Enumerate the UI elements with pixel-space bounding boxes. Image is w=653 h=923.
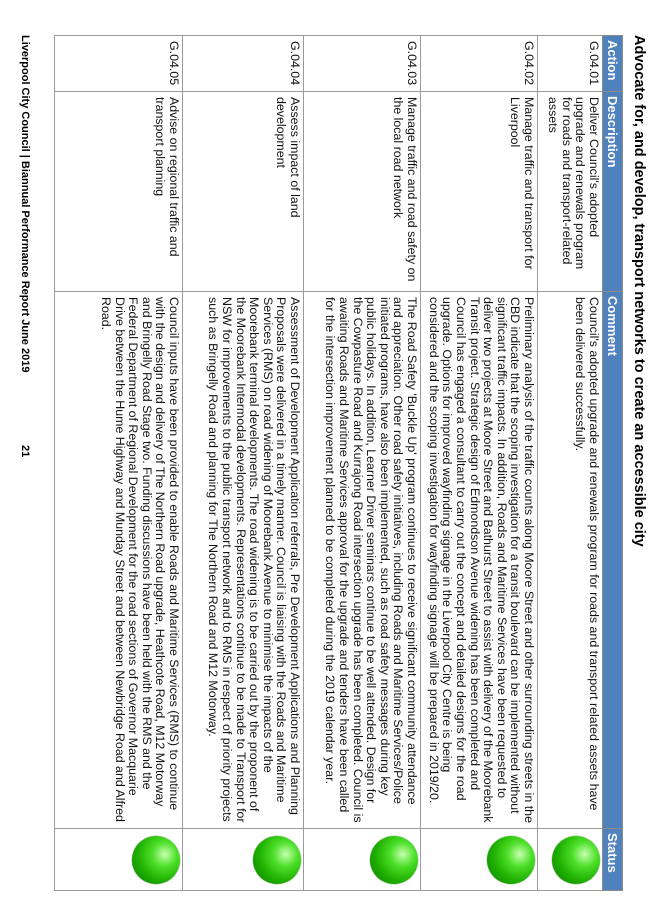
status-cell [183,829,304,891]
action-description: Assess impact of land development [183,92,304,292]
table-row [538,36,603,891]
header-comment: Comment [603,292,623,829]
footer-page-number: 21 [19,445,31,458]
action-description: Manage traffic and transport for Liverpool [421,92,538,292]
action-comment: The Road Safety 'Buckle Up' program continues to receive significant community attendance and appreciation. Other road safety initiatives, including Roads and Maritime Services/Police initiated programs, have also been implemented, such as road safety messages during key public holidays. In addition, Learner Driver seminars continue to be well attended. Design for the Cowpasture Road and Kurrajong Road intersection upgrade has been completed. Council is awaiting Roads and Maritime Services approval for the upgrade and tenders have been called for the intersection improvement planned to be completed during the 2019 calendar year. [304,292,421,829]
green-status-icon [487,836,535,884]
header-description: Description [603,92,623,292]
table-row [183,36,304,891]
green-status-icon [552,836,600,884]
status-cell [304,829,421,891]
action-description: Manage traffic and road safety on the local road network [304,92,421,292]
action-description: Advise on regional traffic and transport planning [55,92,183,292]
action-comment: Council's adopted upgrade and renewals program for roads and transport related assets have been delivered successfully. [538,292,603,829]
actions-table [54,35,623,891]
section-title: Advocate for, and develop, transport networks to create an accessible city [631,35,647,547]
action-code: G.04.04 [183,36,304,92]
action-comment: Council inputs have been provided to enable Roads and Maritime Services (RMS) to continue with the design and delivery of The Northern Road upgrade, Heathcote Road, M12 Motorway and Bringelly Road Stage two. Funding discussions have been held with the RMS and the Federal Department of Regional Development for the road sections of Governor Macquarie Drive between the Hume Highway and Munday Street and between Newbridge Road and Alfred Road. [55,292,183,829]
footer-report-name: Liverpool City Council | Biannual Performance Report June 2019 [19,35,31,373]
action-comment: Preliminary analysis of the traffic counts along Moore Street and other surrounding streets in the CBD indicate that the scoping investigation for a transit boulevard can be implemented without significant traffic impacts. In addition, Roads and Maritime Services have been requested to deliver two projects at Moore Street and Bathurst Street to assist with delivery of the Moorebank Transit project. Strategic design of Edmondson Avenue widening has been completed and Council has engaged a consultant to carry out the concept and detailed designs for the road upgrade. Options for improved wayfinding signage in the Liverpool City Centre is being considered and the scoping investigation for wayfinding signage will be prepared in 2019/20. [421,292,538,829]
header-action: Action [603,36,623,92]
action-code: G.04.02 [421,36,538,92]
table-row [55,36,183,891]
status-cell [421,829,538,891]
action-code: G.04.01 [538,36,603,92]
green-status-icon [370,836,418,884]
green-status-icon [253,836,301,884]
table-row [304,36,421,891]
status-cell [538,829,603,891]
action-description: Deliver Council's adopted upgrade and renewals program for roads and transport-related assets [538,92,603,292]
table-header-row [603,36,623,891]
action-comment: Assessment of Development Application referrals, Pre Development Applications and Planning Proposals were delivered in a timely manner. Council is liaising with the Roads and Maritime Services (RMS) on road widening of Moorebank Avenue to minimise the impacts of the Moorebank terminal developments. The road widening is to be carried out by the proponent of the Moorebank Intermodal developments. Representations continue to be made to Transport for NSW for improvements to the public transport network and to RMS in respect of priority projects such as Bringelly Road and planning for The Northern Road and M12 Motorway. [183,292,304,829]
table-row [421,36,538,891]
green-status-icon [132,836,180,884]
status-cell [55,829,183,891]
header-status: Status [603,829,623,891]
action-code: G.04.03 [304,36,421,92]
action-code: G.04.05 [55,36,183,92]
